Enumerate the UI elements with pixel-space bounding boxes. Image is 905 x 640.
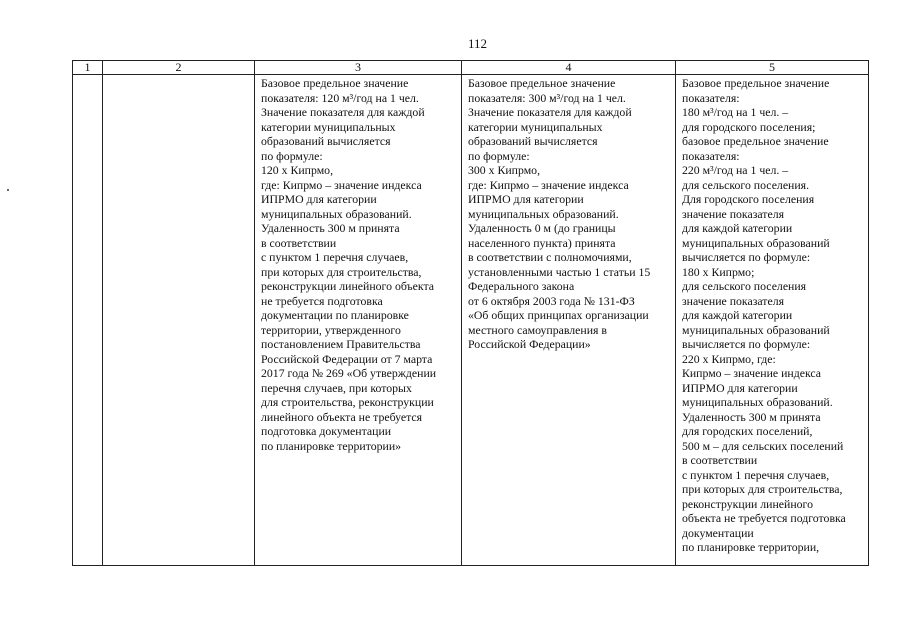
cell-text-line: 300 х Кипрмо, [468,163,541,177]
cell-text-line: установленными частью 1 статьи 15 [468,264,651,279]
cell-text-line: от 6 октября 2003 года № 131-ФЗ [468,293,635,308]
cell-col2 [103,75,255,566]
cell-text-line: для строительства, реконструкции [261,395,434,409]
cell-text-line: по формуле: [468,148,530,163]
cell-text-line: не требуется подготовка [261,293,383,308]
cell-text-line: в соответствии [682,453,758,467]
cell-text-line: по планировке территории» [261,438,402,453]
cell-text-line: при которых для строительства, [682,482,843,496]
cell-text-line: категории муниципальных [468,119,603,134]
cell-col3 [255,75,462,566]
cell-text-line: Федерального закона [468,279,575,293]
cell-text-line: муниципальных образований. [261,206,412,221]
cell-text-line: при которых для строительства, [261,264,422,279]
cell-text-line: муниципальных образований [682,235,830,250]
cell-text-line: ИПРМО для категории [261,192,377,206]
cell-text-line: 180 х Кипрмо; [682,264,755,279]
cell-text-line: ИПРМО для категории [468,192,584,206]
cell-text-line: Значение показателя для каждой [261,105,425,119]
cell-text-line: в соответствии с полномочиями, [468,250,632,264]
cell-text-line: показателя: [682,90,740,105]
cell-text-line: показателя: 300 м³/год на 1 чел. [468,90,626,105]
cell-text-line: Российской Федерации от 7 марта [261,351,433,366]
cell-text-line: базовое предельное значение [682,134,829,148]
cell-text-line: Кипрмо – значение индекса [682,366,822,380]
cell-text-line: с пунктом 1 перечня случаев, [261,250,409,264]
column-number-2: 2 [103,61,255,75]
cell-text-line: образований вычисляется [468,134,598,148]
cell-text-line: значение показателя [682,293,785,308]
cell-text-line: реконструкции линейного объекта [261,279,434,293]
cell-text-line: 2017 года № 269 «Об утверждении [261,366,437,380]
cell-text-line: Базовое предельное значение [468,76,616,90]
cell-text-line: показателя: [682,148,740,163]
cell-text-line: 220 х Кипрмо, где: [682,351,776,366]
cell-text-line: местного самоуправления в [468,322,607,337]
cell-text-line: 220 м³/год на 1 чел. – [682,163,789,177]
table-header-row [73,61,869,75]
cell-text-line: для городского поселения; [682,119,816,134]
cell-text-line: 500 м – для сельских поселений [682,438,844,453]
cell-text-line: с пунктом 1 перечня случаев, [682,467,830,482]
cell-text-line: муниципальных образований. [468,206,619,221]
cell-text-line: ИПРМО для категории [682,380,798,395]
cell-text-line: Российской Федерации» [468,337,591,351]
cell-text-line: муниципальных образований [682,322,830,337]
page-number: 112 [467,36,488,51]
cell-text-line: 180 м³/год на 1 чел. – [682,105,789,119]
cell-text-line: значение показателя [682,206,785,221]
cell-text-line: по формуле: [261,148,323,163]
cell-text-line: где: Кипрмо – значение индекса [261,177,422,192]
cell-text-line: где: Кипрмо – значение индекса [468,177,629,192]
cell-text-line: документации по планировке [261,308,409,322]
column-number-1: 1 [73,61,103,75]
cell-text-line: постановлением Правительства [261,337,421,351]
cell-text-line: объекта не требуется подготовка [682,511,846,525]
cell-text-line: 120 х Кипрмо, [261,163,334,177]
cell-text-line: перечня случаев, при которых [261,380,412,395]
scan-speck [7,189,9,191]
cell-text-line: для каждой категории [682,308,793,322]
cell-text-line: населенного пункта) принята [468,235,616,250]
cell-text-line: реконструкции линейного [682,496,813,511]
cell-col5 [676,75,869,566]
cell-text-line: Базовое предельное значение [261,76,409,90]
cell-text-line: документации [682,525,754,540]
cell-text-line: в соответствии [261,235,337,250]
cell-text-line: Удаленность 0 м (до границы [468,221,616,235]
cell-text-line: вычисляется по формуле: [682,337,811,351]
cell-text-line: территории, утвержденного [261,322,401,337]
document-table [72,60,869,566]
cell-text-line: «Об общих принципах организации [468,308,649,322]
column-number-3: 3 [255,61,462,75]
cell-text-line: муниципальных образований. [682,395,833,409]
table-row [73,75,869,566]
column-number-5: 5 [676,61,869,75]
cell-text-line: Базовое предельное значение [682,76,830,90]
cell-text-line: Удаленность 300 м принята [261,221,400,235]
cell-text-line: линейного объекта не требуется [261,409,423,424]
cell-text-line: для сельского поселения. [682,177,810,192]
cell-text-line: показателя: 120 м³/год на 1 чел. [261,90,419,105]
cell-text-line: по планировке территории, [682,540,820,554]
cell-text-line: Значение показателя для каждой [468,105,632,119]
cell-text-line: для сельского поселения [682,279,807,293]
cell-text-line: Для городского поселения [682,192,815,206]
cell-text-line: образований вычисляется [261,134,391,148]
cell-col1 [73,75,103,566]
cell-text-line: категории муниципальных [261,119,396,134]
cell-text-line: подготовка документации [261,424,392,438]
cell-text-line: вычисляется по формуле: [682,250,811,264]
cell-text-line: для каждой категории [682,221,793,235]
cell-col4 [462,75,676,566]
cell-text-line: Удаленность 300 м принята [682,409,821,424]
column-number-4: 4 [462,61,676,75]
cell-text-line: для городских поселений, [682,424,813,438]
